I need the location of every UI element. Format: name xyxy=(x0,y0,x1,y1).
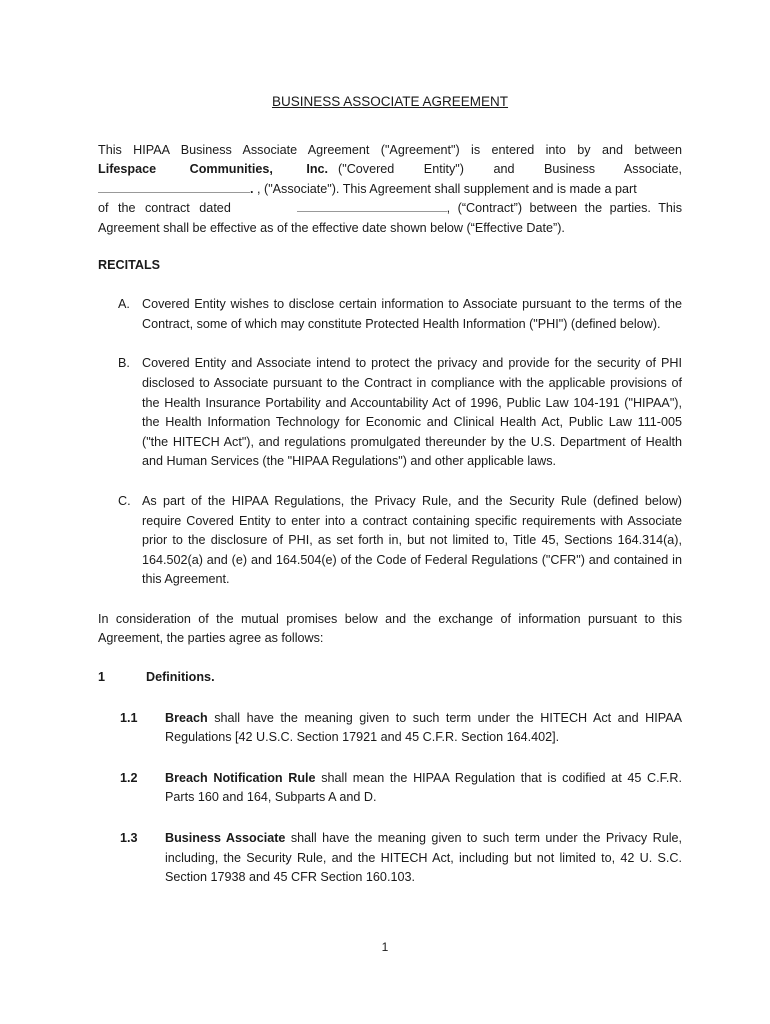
definition-number: 1.2 xyxy=(120,770,138,785)
recital-text: As part of the HIPAA Regulations, the Privacy Rule, and the Security Rule (defined below) require Covered Entity to enter into a contract containing specific requirements with Associate prior to the disclosure of PHI, as set forth in, but not limited to, Title 45, Sections 164.314(a), 164.502(a) and (e) and 164.504(e) of the Code of Federal Regulations ("CFR") and contained in this Agreement. xyxy=(142,493,682,587)
section-title: Definitions. xyxy=(146,670,215,685)
intro-line-1: This HIPAA Business Associate Agreement ("Agreement") is entered into by and between xyxy=(98,142,682,157)
intro-line-3: . , ("Associate"). This Agreement shall supplement and is made a part xyxy=(98,180,682,200)
intro-line-4-tail: , (“Contract”) between the parties. This xyxy=(446,201,682,216)
definition-body: shall have the meaning given to such term under the Privacy Rule, including, the Security Rule, and the HITECH Act, including but not limited to, 42 U. S.C. Section 17938 and 45 CFR Section 160.103. xyxy=(165,831,682,885)
consideration-paragraph: In consideration of the mutual promises below and the exchange of information pursuant to this Agreement, the parties agree as follows: xyxy=(98,611,682,646)
contract-date-blank[interactable] xyxy=(297,199,447,212)
definition-number: 1.1 xyxy=(120,710,138,725)
recital-letter: B. xyxy=(118,356,130,371)
section-number: 1 xyxy=(98,670,106,685)
contract-dated-label: of the contract dated xyxy=(98,201,231,216)
definition-item xyxy=(98,709,682,748)
document-page xyxy=(98,92,682,909)
definition-body: shall mean the HIPAA Regulation that is codified at 45 C.F.R. Parts 160 and 164, Subparts A and D. xyxy=(165,770,683,805)
associate-name-blank[interactable] xyxy=(98,180,250,193)
intro-paragraph xyxy=(98,141,682,239)
recital-letter: C. xyxy=(118,493,131,508)
definition-body: shall have the meaning given to such term under the HITECH Act and HIPAA Regulations [42 U.S.C. Section 17921 and 45 C.F.R. Section 164.402]. xyxy=(165,710,682,745)
page-number: 1 xyxy=(381,940,389,954)
definition-text xyxy=(165,769,682,808)
recital-a xyxy=(98,295,682,334)
recital-letter: A. xyxy=(118,297,130,312)
definition-term: Breach Notification Rule xyxy=(165,770,316,785)
intro-line-4 xyxy=(98,199,682,219)
section-heading xyxy=(98,668,682,688)
definition-text xyxy=(165,709,682,748)
definition-item xyxy=(98,829,682,888)
recitals-heading: RECITALS xyxy=(98,257,161,272)
intro-line-2 xyxy=(98,160,682,180)
definition-number: 1.3 xyxy=(120,831,138,846)
recital-text: Covered Entity and Associate intend to protect the privacy and provide for the security of PHI disclosed to Associate pursuant to the Contract in compliance with the applicable provisions of the Health Insurance Portability and Accountability Act of 1996, Public Law 104-191 ("HIPAA"), the Health Information Technology for Economic and Clinical Health Act, Public Law 111-005 ("the HITECH Act"), and regulations promulgated thereunder by the U.S. Department of Health and Human Services (the "HIPAA Regulations") and other applicable laws. xyxy=(142,356,682,469)
intro-line-2-rest: ("Covered Entity") and Business Associate, xyxy=(338,162,682,177)
covered-entity-name: Lifespace Communities, Inc. xyxy=(98,162,329,177)
recital-c xyxy=(98,492,682,590)
recital-text: Covered Entity wishes to disclose certain information to Associate pursuant to the terms of the Contract, some of which may constitute Protected Health Information ("PHI") (defined below). xyxy=(142,297,682,331)
recital-b xyxy=(98,354,682,472)
intro-line-3-tail: , ("Associate"). This Agreement shall supplement and is made a part xyxy=(257,181,637,196)
definition-term: Breach xyxy=(165,710,208,725)
intro-line-5: Agreement shall be effective as of the effective date shown below (“Effective Date”). xyxy=(98,220,565,235)
definition-item xyxy=(98,769,682,808)
document-title: BUSINESS ASSOCIATE AGREEMENT xyxy=(271,94,509,109)
definition-text xyxy=(165,829,682,888)
definition-term: Business Associate xyxy=(165,831,286,846)
